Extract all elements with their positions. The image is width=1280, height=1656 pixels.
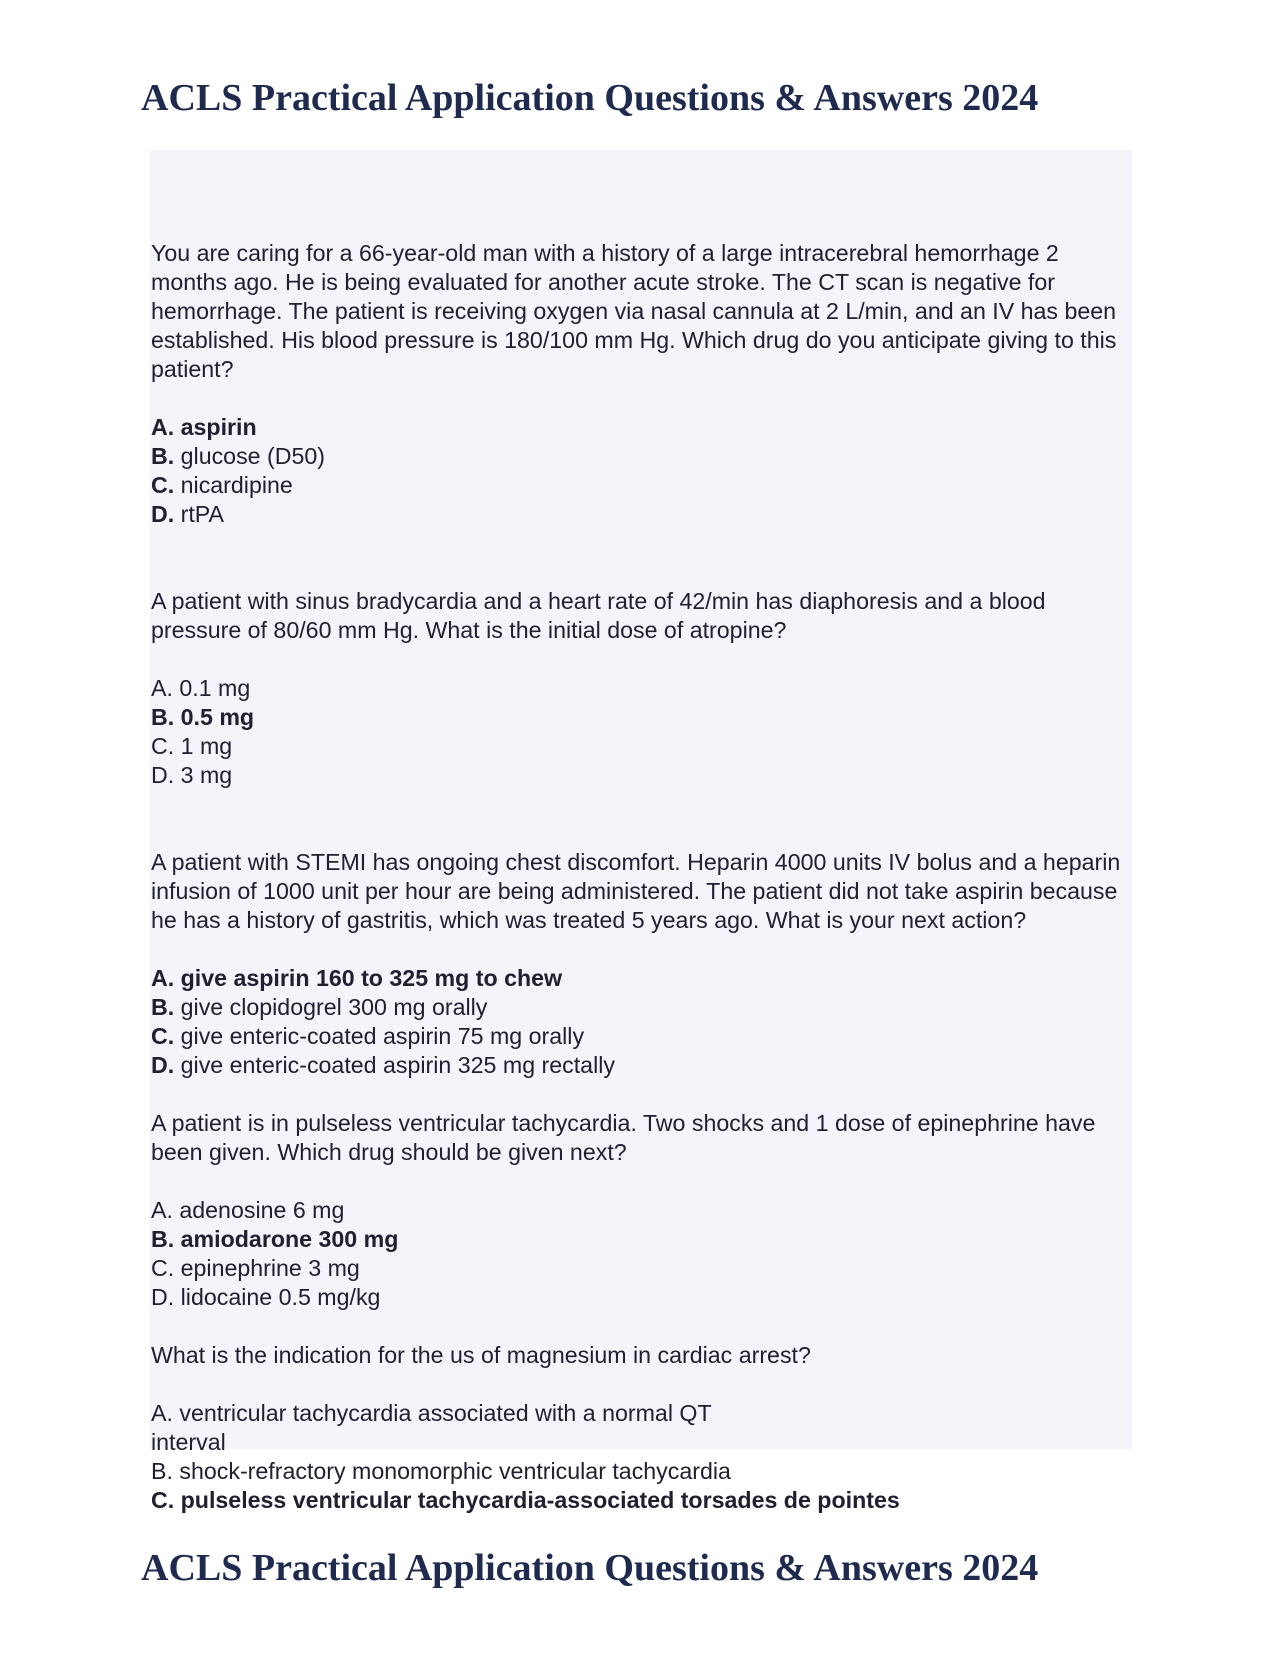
answer-option	[151, 761, 1131, 790]
option-letter: B.	[151, 704, 175, 730]
option-text: adenosine 6 mg	[179, 1197, 345, 1223]
answer-options	[151, 674, 1131, 790]
answer-options	[151, 1399, 1131, 1515]
option-letter: A.	[151, 1197, 173, 1223]
page-title: ACLS Practical Application Questions & Answers 2024	[141, 77, 1039, 119]
question-block	[151, 1109, 1131, 1312]
answer-option	[151, 1051, 1131, 1080]
option-text: epinephrine 3 mg	[180, 1255, 360, 1281]
option-letter: B.	[151, 994, 175, 1020]
option-text: rtPA	[180, 501, 225, 527]
question-text: You are caring for a 66-year-old man with a history of a large intracerebral hemorrhage 2 months ago. He is being evaluated for another acute stroke. The CT scan is negative for hemorrhage. The patient is receiving oxygen via nasal cannula at 2 L/min, and an IV has been established. His blood pressure is 180/100 mm Hg. Which drug do you anticipate giving to this patient?	[151, 240, 1117, 382]
answer-option	[151, 1457, 1131, 1486]
answer-option	[151, 1196, 1131, 1225]
option-text: give clopidogrel 300 mg orally	[180, 994, 488, 1020]
option-text: give enteric-coated aspirin 75 mg orally	[180, 1023, 585, 1049]
option-text: lidocaine 0.5 mg/kg	[180, 1284, 381, 1310]
option-text: aspirin	[180, 414, 257, 440]
question-text: A patient with STEMI has ongoing chest discomfort. Heparin 4000 units IV bolus and a heparin infusion of 1000 unit per hour are being administered. The patient did not take aspirin because he has a history of gastritis, which was treated 5 years ago. What is your next action?	[151, 849, 1121, 933]
option-text: glucose (D50)	[180, 443, 325, 469]
option-text: pulseless ventricular tachycardia-associated torsades de pointes	[180, 1487, 900, 1513]
answer-option-correct	[151, 1486, 1131, 1515]
answer-option-correct	[151, 703, 1131, 732]
option-letter: D.	[151, 1052, 175, 1078]
question-block	[151, 239, 1131, 529]
option-letter: A.	[151, 965, 175, 991]
option-text: ventricular tachycardia associated with a normal QT	[179, 1400, 712, 1426]
answer-option-correct	[151, 964, 1131, 993]
option-letter: B.	[151, 1226, 175, 1252]
option-text: 3 mg	[180, 762, 233, 788]
answer-option	[151, 674, 1131, 703]
answer-option	[151, 1283, 1131, 1312]
question-text: What is the indication for the us of magnesium in cardiac arrest?	[151, 1342, 811, 1368]
option-letter: B.	[151, 443, 175, 469]
option-text: amiodarone 300 mg	[180, 1226, 399, 1252]
answer-options	[151, 413, 1131, 529]
option-letter: D.	[151, 501, 175, 527]
option-text: nicardipine	[180, 472, 293, 498]
option-letter: C.	[151, 1023, 175, 1049]
option-letter: D.	[151, 762, 175, 788]
answer-option	[151, 732, 1131, 761]
option-text: 0.1 mg	[179, 675, 251, 701]
answer-option-correct	[151, 1225, 1131, 1254]
option-text: 0.5 mg	[180, 704, 255, 730]
answer-option	[151, 1254, 1131, 1283]
answer-option-continuation: interval	[151, 1429, 226, 1455]
answer-option	[151, 471, 1131, 500]
option-text: give enteric-coated aspirin 325 mg rectally	[180, 1052, 615, 1078]
question-block	[151, 1341, 1131, 1515]
question-list	[151, 239, 1131, 1515]
answer-option	[151, 500, 1131, 529]
answer-options	[151, 1196, 1131, 1312]
option-letter: B.	[151, 1458, 173, 1484]
question-block	[151, 587, 1131, 790]
page-footer-title: ACLS Practical Application Questions & Answers 2024	[141, 1547, 1039, 1589]
option-letter: A.	[151, 675, 173, 701]
option-letter: C.	[151, 1487, 175, 1513]
answer-option	[151, 1399, 1131, 1428]
option-letter: C.	[151, 1255, 175, 1281]
answer-options	[151, 964, 1131, 1080]
option-letter: A.	[151, 1400, 173, 1426]
option-text: 1 mg	[180, 733, 233, 759]
answer-option	[151, 1022, 1131, 1051]
option-letter: C.	[151, 472, 175, 498]
question-text: A patient is in pulseless ventricular tachycardia. Two shocks and 1 dose of epinephrine have been given. Which drug should be given next?	[151, 1110, 1096, 1165]
answer-option	[151, 442, 1131, 471]
option-letter: C.	[151, 733, 175, 759]
option-text: shock-refractory monomorphic ventricular tachycardia	[179, 1458, 731, 1484]
answer-option-correct	[151, 413, 1131, 442]
option-text: give aspirin 160 to 325 mg to chew	[180, 965, 563, 991]
option-letter: A.	[151, 414, 175, 440]
question-text: A patient with sinus bradycardia and a heart rate of 42/min has diaphoresis and a blood pressure of 80/60 mm Hg. What is the initial dose of atropine?	[151, 588, 1046, 643]
option-letter: D.	[151, 1284, 175, 1310]
question-block	[151, 848, 1131, 1080]
answer-option	[151, 993, 1131, 1022]
